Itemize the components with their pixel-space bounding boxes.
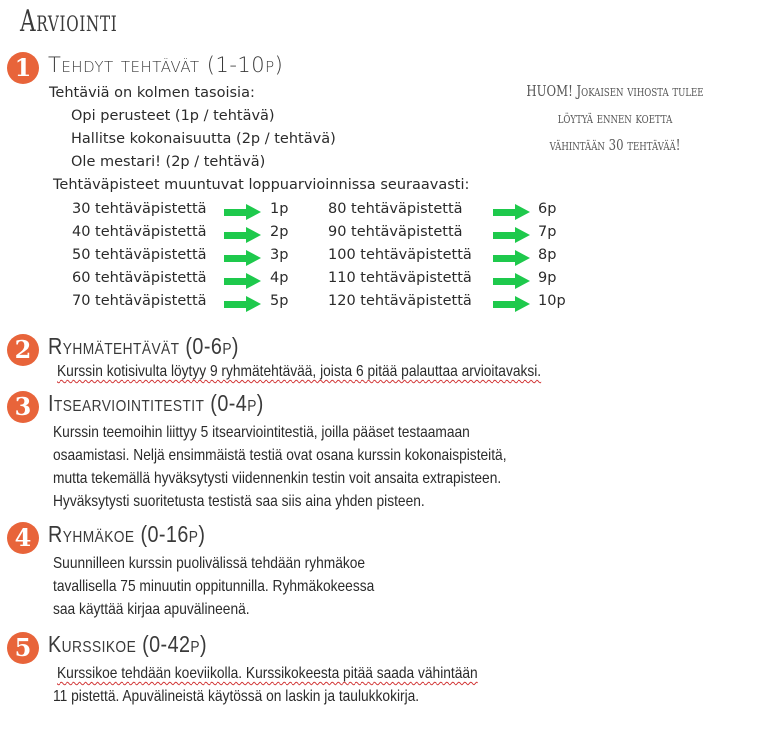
section-heading: Ryhmäkoe (0-16p) [48,521,206,547]
conversion-from: 70 tehtäväpistettä [72,293,207,309]
notice-line: vähintään 30 tehtävää! [549,136,681,154]
conversion-from: 90 tehtäväpistettä [328,224,463,240]
notice-text [516,78,714,159]
conversion-to: 4p [270,270,289,286]
section-text-line: Kurssin kotisivulta löytyy 9 ryhmätehtävää, joista 6 pitää palauttaa arvioitavaksi. [57,363,542,380]
conversion-from: 60 tehtäväpistettä [72,270,207,286]
conversion-to: 5p [270,293,289,309]
conversion-to: 7p [538,224,557,240]
conversion-from: 50 tehtäväpistettä [72,247,207,263]
section-heading: Tehdyt tehtävät (1-10p) [48,53,284,77]
arrow-right-icon [224,227,262,243]
section-heading: Kurssikoe (0-42p) [48,631,208,657]
level-item: Ole mestari! (2p / tehtävä) [71,154,266,170]
section-text-line: tavallisella 75 minuutin oppitunnilla. Ryhmäkokeessa [53,578,375,595]
conversion-to: 6p [538,201,557,217]
conversion-from: 100 tehtäväpistettä [328,247,472,263]
section-text-line: 11 pistettä. Apuvälineistä käytössä on laskin ja taulukkokirja. [53,688,420,705]
section-text-line: mutta tekemällä hyväksytysti viidennenkin testin voit ansaita extrapisteen. [53,470,502,487]
section-text [57,363,541,381]
conversion-to: 9p [538,270,557,286]
arrow-right-icon [493,296,531,312]
arrow-right-icon [224,250,262,266]
section-number-badge: 4 [7,522,39,554]
section-text-line: saa käyttää kirjaa apuvälineenä. [53,601,250,618]
conversion-from: 120 tehtäväpistettä [328,293,472,309]
section-text-line: Hyväksytysti suoritetusta testistä saa siis aina yhden pisteen. [53,493,425,510]
arrow-right-icon [493,273,531,289]
conversion-from: 80 tehtäväpistettä [328,201,463,217]
conversion-to: 10p [538,293,566,309]
section-text-line [57,665,478,683]
notice-line: löytyä ennen koetta [557,109,673,127]
section-heading: Itsearviointitestit (0-4p) [48,390,264,416]
section-text-line: osaamistasi. Neljä ensimmäistä testiä ovat osana kurssin kokonaispisteitä, [53,447,507,464]
level-item: Opi perusteet (1p / tehtävä) [71,108,275,124]
conversion-intro: Tehtäväpisteet muuntuvat loppuarvioinnissa seuraavasti: [53,177,470,193]
section-heading: Ryhmätehtävät (0-6p) [48,333,239,359]
arrow-right-icon [224,296,262,312]
conversion-to: 1p [270,201,289,217]
conversion-from: 30 tehtäväpistettä [72,201,207,217]
conversion-from: 40 tehtäväpistettä [72,224,207,240]
section-number-badge: 3 [7,391,39,423]
section-text-line: Kurssikoe tehdään koeviikolla. Kurssikokeesta pitää saada vähintään [57,665,478,682]
section-number-badge: 1 [7,52,39,84]
section-number-badge: 5 [7,632,39,664]
page-title: Arviointi [20,4,118,39]
conversion-to: 8p [538,247,557,263]
arrow-right-icon [493,250,531,266]
section-text-line: Suunnilleen kurssin puolivälissä tehdään ryhmäkoe [53,555,366,572]
section-text-line: Kurssin teemoihin liittyy 5 itsearviointitestiä, joilla pääset testaamaan [53,424,470,441]
level-item: Hallitse kokonaisuutta (2p / tehtävä) [71,131,336,147]
arrow-right-icon [224,204,262,220]
conversion-from: 110 tehtäväpistettä [328,270,472,286]
conversion-to: 3p [270,247,289,263]
section-intro: Tehtäviä on kolmen tasoisia: [49,85,255,101]
arrow-right-icon [493,227,531,243]
conversion-to: 2p [270,224,289,240]
arrow-right-icon [224,273,262,289]
section-number-badge: 2 [7,334,39,366]
notice-line: HUOM! Jokaisen vihosta tulee [526,82,704,100]
arrow-right-icon [493,204,531,220]
